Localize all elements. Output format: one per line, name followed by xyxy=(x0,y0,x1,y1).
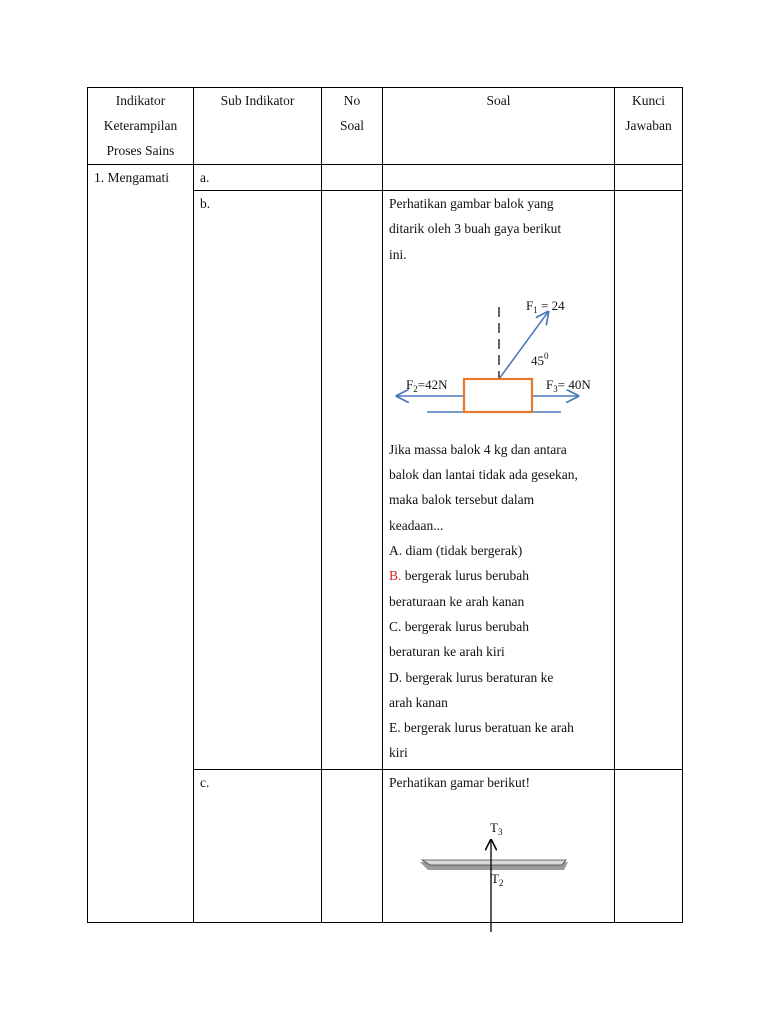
question-text-line: balok dan lantai tidak ada gesekan, xyxy=(389,467,578,483)
angle-label: $45^0$ xyxy=(531,350,549,368)
f2-label: $F_2=42N$ xyxy=(406,376,448,394)
header-indikator: Indikator Keterampilan Proses Sains xyxy=(88,88,194,165)
question-intro-line: ditarik oleh 3 buah gaya berikut xyxy=(389,221,562,237)
kunci-c xyxy=(615,770,683,923)
no-soal-a xyxy=(322,165,383,191)
option-c: C. bergerak lurus berubah xyxy=(389,618,529,634)
indicator-cell: 1. Mengamati xyxy=(88,165,194,923)
header-no-soal: No Soal xyxy=(322,88,383,165)
option-e-cont: kiri xyxy=(389,745,408,761)
no-soal-c xyxy=(322,770,383,923)
plate xyxy=(422,860,566,865)
header-soal: Soal xyxy=(383,88,615,165)
sub-indicator-a: a. xyxy=(194,165,322,191)
option-b-letter: B. xyxy=(389,568,402,584)
question-text-line: keadaan... xyxy=(389,517,444,533)
sub-indicator-c: c. xyxy=(194,770,322,923)
option-b: B. bergerak lurus berubah xyxy=(389,568,529,584)
tension-diagram xyxy=(400,812,600,937)
header-sub-indikator: Sub Indikator xyxy=(194,88,322,165)
block-rect xyxy=(464,379,532,412)
question-intro-line: Perhatikan gambar balok yang xyxy=(389,196,554,211)
soal-a xyxy=(383,165,615,191)
soal-b xyxy=(383,191,615,770)
indicator-table xyxy=(87,87,683,923)
force-diagram xyxy=(389,267,615,437)
table-header-row xyxy=(88,88,683,165)
header-kunci-jawaban: Kunci Jawaban xyxy=(615,88,683,165)
option-a: A. diam (tidak bergerak) xyxy=(389,543,523,559)
option-b-cont: beraturaan ke arah kanan xyxy=(389,593,525,609)
t2-label: $T_2$ xyxy=(491,871,504,888)
t3-label: $T_3$ xyxy=(490,820,503,837)
option-d: D. bergerak lurus beraturan ke xyxy=(389,669,554,685)
question-intro-line: Perhatikan gamar berikut! xyxy=(389,775,530,790)
kunci-b xyxy=(615,191,683,770)
sub-indicator-b: b. xyxy=(194,191,322,770)
option-c-cont: beraturan ke arah kiri xyxy=(389,644,505,660)
option-d-cont: arah kanan xyxy=(389,694,448,710)
no-soal-b xyxy=(322,191,383,770)
question-text-line: Jika massa balok 4 kg dan antara xyxy=(389,441,567,457)
question-intro-line: ini. xyxy=(389,246,407,262)
f1-arrow xyxy=(499,312,548,379)
question-text-line: maka balok tersebut dalam xyxy=(389,492,535,508)
f1-label: $F_1 = 24$ xyxy=(526,297,565,315)
table-row xyxy=(88,165,683,191)
f3-label: $F_3= 40N$ xyxy=(546,376,591,394)
option-e: E. bergerak lurus beratuan ke arah xyxy=(389,720,574,736)
kunci-a xyxy=(615,165,683,191)
